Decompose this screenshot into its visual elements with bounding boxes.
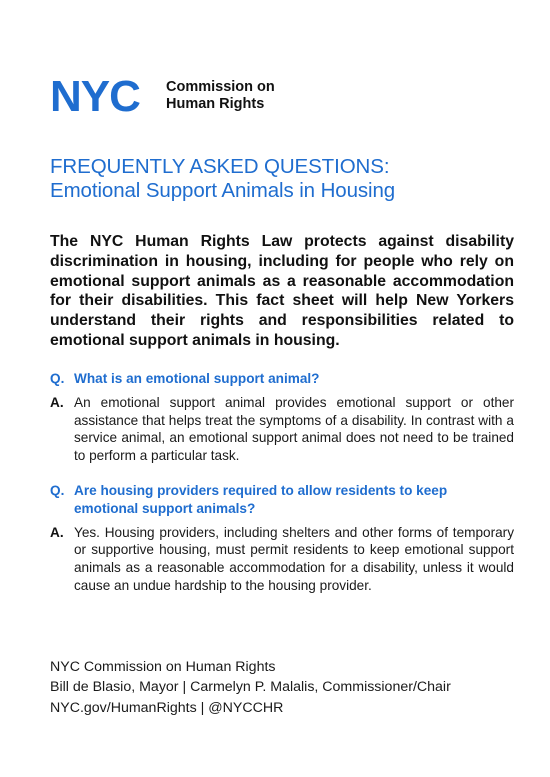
question-text: What is an emotional support animal?	[74, 371, 320, 386]
intro-paragraph: The NYC Human Rights Law protects against disability discrimination in housing, including for people who rely on emotional support animals as a reasonable accommodation for their disabilities. This fact sheet will help New Yorkers understand their rights and responsibilities related to emotional support animals in housing.	[50, 233, 514, 349]
faq-question-1	[50, 370, 514, 388]
answer-text: An emotional support animal provides emotional support or other assistance that helps treat the symptoms of a disability. In contrast with a service animal, an emotional support animal does not need to be trained to perform a particular task.	[74, 394, 514, 464]
answer-text: Yes. Housing providers, including shelters and other forms of temporary or supportive housing, must permit residents to keep emotional support animals as a reasonable accommodation for a disability, unless it would cause an undue hardship to the housing provider.	[74, 524, 514, 593]
question-label: Q.	[50, 371, 65, 386]
footer-line-2: Bill de Blasio, Mayor | Carmelyn P. Malalis, Commissioner/Chair	[50, 679, 451, 696]
faq-answer-2	[50, 524, 514, 595]
answer-label: A.	[50, 524, 64, 540]
title-line-1: FREQUENTLY ASKED QUESTIONS:	[50, 155, 390, 178]
faq-answer-1	[50, 394, 514, 465]
question-label: Q.	[50, 483, 65, 498]
question-text: Are housing providers required to allow residents to keep emotional support animals?	[74, 483, 448, 516]
organization-name	[166, 79, 275, 113]
footer-line-3: NYC.gov/HumanRights | @NYCCHR	[50, 699, 284, 716]
footer-line-1: NYC Commission on Human Rights	[50, 659, 276, 675]
document-title	[50, 155, 510, 203]
footer	[50, 657, 520, 718]
title-line-2: Emotional Support Animals in Housing	[50, 179, 396, 202]
faq-item-2	[50, 482, 514, 595]
organization-name-line-2: Human Rights	[166, 96, 265, 112]
nyc-logo-icon	[50, 75, 156, 117]
nyc-logo-letters: NYC	[50, 75, 140, 117]
organization-name-line-1: Commission on	[166, 79, 275, 95]
faq-item-1	[50, 370, 514, 465]
answer-label: A.	[50, 394, 64, 410]
nyc-logo	[50, 75, 275, 117]
faq-question-2	[50, 482, 514, 518]
